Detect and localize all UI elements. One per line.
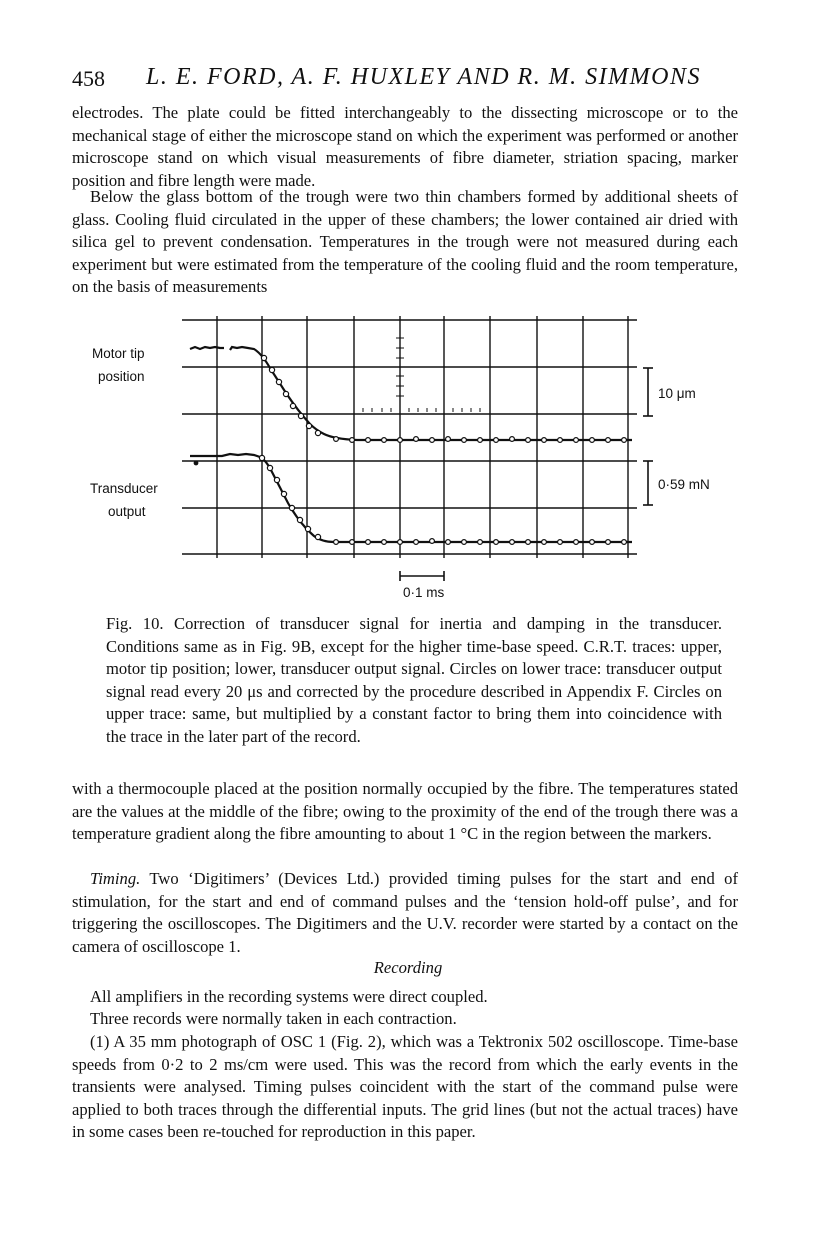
grid-minor-ticks (363, 338, 480, 412)
transducer-start-dot (194, 461, 199, 466)
paragraph-4 (72, 868, 738, 958)
lower-scale-label: 0·59 mN (658, 477, 710, 492)
upper-scale-label: 10 μm (658, 386, 696, 401)
lower-trace-label-line1: Transducer (90, 481, 158, 496)
section-heading: Recording (373, 958, 443, 977)
figure-10 (72, 308, 744, 608)
paragraph-7: (1) A 35 mm photograph of OSC 1 (Fig. 2), which was a Tektronix 502 oscilloscope. Time-base speeds from 0·2 to 2 ms/cm were used. This was the record from which the early events in the transients were analysed. Timing pulses coincident with the start of the command pulse were applied to both traces through the differential inputs. The grid lines (but not the actual traces) have in some cases been re-touched for reproduction in this paper. (72, 1032, 738, 1142)
motor-tip-trace (190, 347, 632, 440)
paragraph-6: Three records were normally taken in each contraction. (90, 1009, 457, 1028)
lower-trace-label-line2: output (108, 504, 146, 519)
page-header (72, 66, 744, 100)
page-number: 458 (72, 66, 105, 91)
paragraph-4-lead: Timing. (90, 869, 141, 888)
crt-grid (182, 316, 637, 558)
figure-caption: Fig. 10. Correction of transducer signal for inertia and damping in the transducer. Conditions same as in Fig. 9B, except for the higher time-base speed. C.R.T. traces: upper, motor tip position; lower, transducer output signal. Circles on lower trace: transducer output signal read every 20 μs and corrected by the procedure described in Appendix F. Circles on upper trace: same, but multiplied by a constant factor to bring them into coincidence with the trace in the later part of the record. (106, 614, 722, 746)
paragraph-3: with a thermocouple placed at the position normally occupied by the fibre. The temperatures stated are the values at the middle of the fibre; owing to the proximity of the end of the trough there was a temperature gradient along the fibre amounting to about 1 °C in the region between the markers. (72, 779, 738, 844)
figure-10-plot (72, 308, 744, 608)
paragraph-2: Below the glass bottom of the trough were two thin chambers formed by additional sheets of glass. Cooling fluid circulated in the upper of these chambers; the lower contained air dried with silica gel to prevent condensation. Temperatures in the trough were not measured during each experiment but were estimated from the temperature of the cooling fluid and the room temperature, on the basis of measurements (72, 187, 738, 297)
running-head: L. E. FORD, A. F. HUXLEY AND R. M. SIMMONS (146, 64, 701, 90)
paragraph-4-body: Two ‘Digitimers’ (Devices Ltd.) provided timing pulses for the start and end of stimulation, for the start and end of command pulses and the ‘tension hold-off pulse’, and for triggering the oscilloscopes. The Digitimers and the U.V. recorder were started by a contact on the camera of oscilloscope 1. (72, 869, 738, 956)
upper-trace-label-line2: position (98, 369, 145, 384)
scale-bars (400, 368, 653, 581)
transducer-circles (259, 455, 626, 544)
paragraph-1: electrodes. The plate could be fitted interchangeably to the dissecting microscope or to the mechanical stage of either the microscope stand on which the experiment was performed or another microscope stand on which visual measurements of fibre diameter, striation spacing, marker position and fibre length were made. (72, 103, 738, 190)
time-scale-label: 0·1 ms (403, 585, 445, 600)
paragraph-5: All amplifiers in the recording systems were direct coupled. (90, 987, 488, 1006)
transducer-output-trace (190, 454, 632, 542)
upper-trace-label-line1: Motor tip (92, 346, 145, 361)
